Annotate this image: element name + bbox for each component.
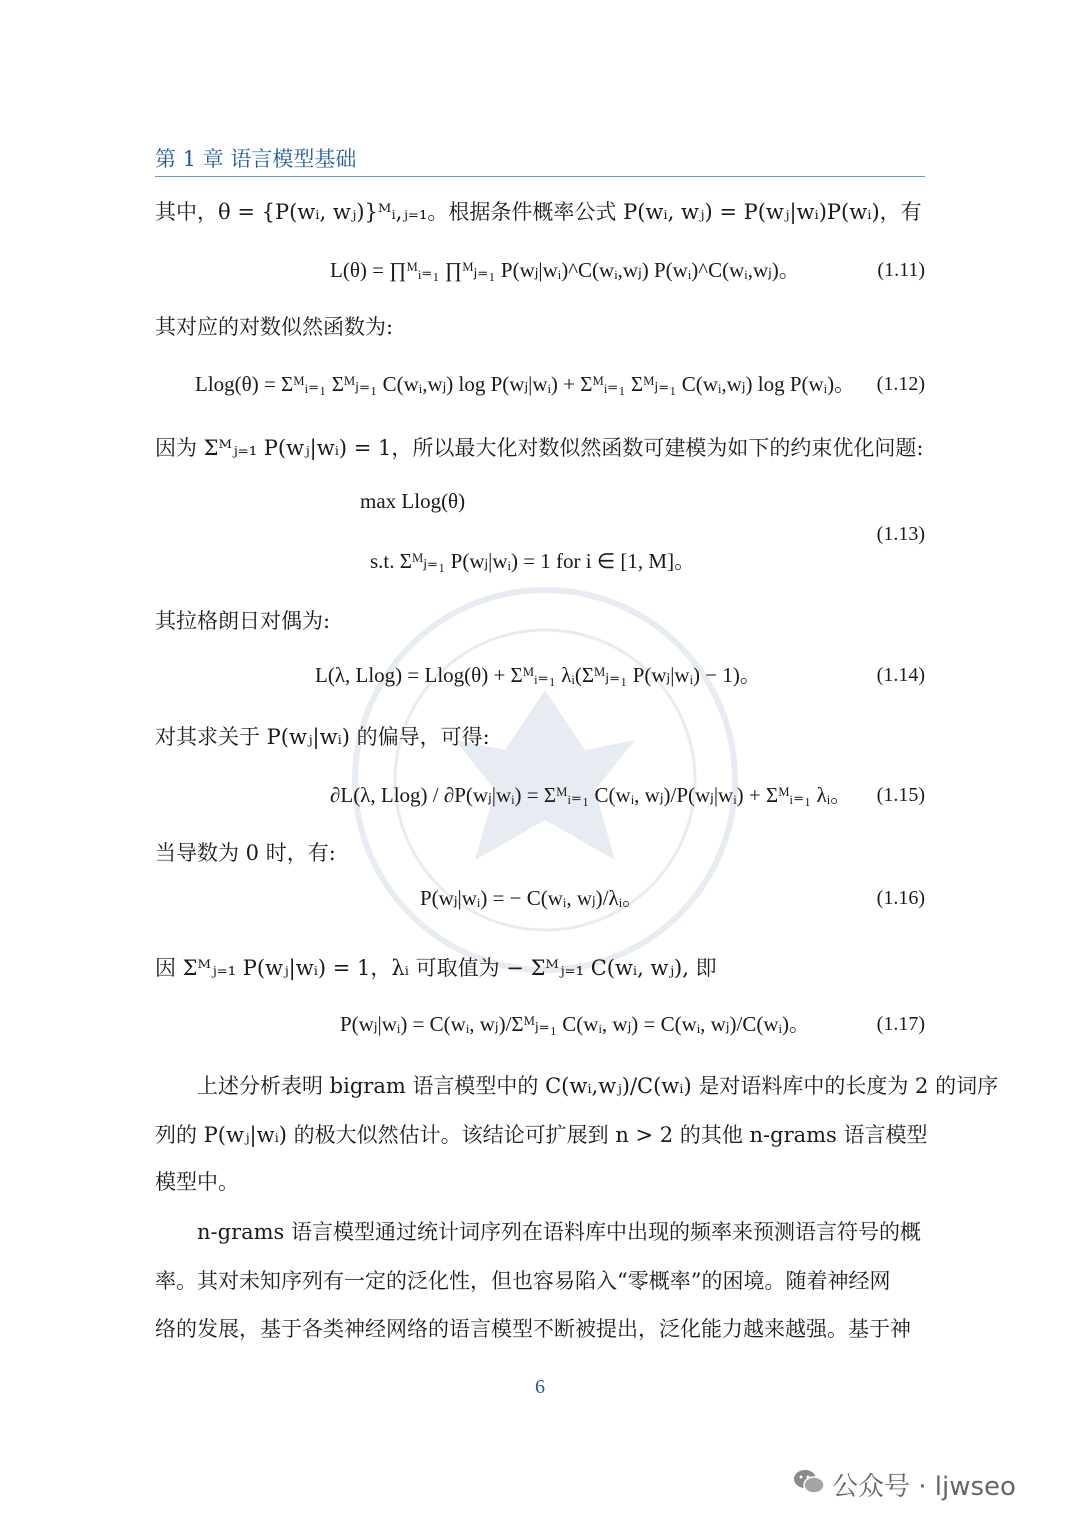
equation-number-1-17: (1.17): [876, 1013, 925, 1035]
equation-number-1-13: (1.13): [876, 523, 925, 545]
paragraph-1-line-3: 模型中。: [155, 1170, 239, 1194]
text-line-theta-definition: 其中，θ = {P(wᵢ, wⱼ)}ᴹᵢ,ⱼ₌₁。根据条件概率公式 P(wᵢ, wⱼ) = P(wⱼ|wᵢ)P(wᵢ)，有: [155, 200, 922, 224]
paragraph-2-line-3: 络的发展，基于各类神经网络的语言模型不断被提出，泛化能力越来越强。基于神: [155, 1317, 911, 1341]
paragraph-2-line-1: n-grams 语言模型通过统计词序列在语料库中出现的频率来预测语言符号的概: [197, 1220, 921, 1244]
text-line-log-likelihood: 其对应的对数似然函数为:: [155, 315, 394, 339]
text-line-constraint-intro: 因为 Σᴹⱼ₌₁ P(wⱼ|wᵢ) = 1，所以最大化对数似然函数可建模为如下的约束优化问题:: [155, 436, 924, 460]
paragraph-1-line-2: 列的 P(wⱼ|wᵢ) 的极大似然估计。该结论可扩展到 n > 2 的其他 n-grams 语言模型: [155, 1123, 928, 1147]
text-line-zero-derivative: 当导数为 0 时，有:: [155, 841, 336, 865]
equation-1-17: P(wⱼ|wᵢ) = C(wᵢ, wⱼ)/Σᴹⱼ₌₁ C(wᵢ, wⱼ) = C(wᵢ, wⱼ)/C(wᵢ)。: [340, 1012, 810, 1036]
wechat-icon: [793, 1468, 825, 1496]
equation-1-16: P(wⱼ|wᵢ) = − C(wᵢ, wⱼ)/λᵢ。: [420, 886, 644, 910]
equation-1-13-constraint: s.t. Σᴹⱼ₌₁ P(wⱼ|wᵢ) = 1 for i ∈ [1, M]。: [370, 549, 696, 573]
watermark-text: 公众号 · ljwseo: [832, 1472, 1016, 1502]
page-number: 6: [535, 1376, 545, 1398]
text-line-lagrange-dual: 其拉格朗日对偶为:: [155, 609, 331, 633]
equation-number-1-11: (1.11): [877, 259, 925, 281]
text-line-partial-derivative: 对其求关于 P(wⱼ|wᵢ) 的偏导，可得:: [155, 725, 490, 749]
chapter-header: 第 1 章 语言模型基础: [155, 142, 925, 177]
equation-1-12: Llog(θ) = Σᴹᵢ₌₁ Σᴹⱼ₌₁ C(wᵢ,wⱼ) log P(wⱼ|wᵢ) + Σᴹᵢ₌₁ Σᴹⱼ₌₁ C(wᵢ,wⱼ) log P(wᵢ)。: [195, 372, 856, 396]
paragraph-2-line-2: 率。其对未知序列有一定的泛化性，但也容易陷入“零概率”的困境。随着神经网: [155, 1269, 891, 1293]
equation-1-14: L(λ, Llog) = Llog(θ) + Σᴹᵢ₌₁ λᵢ(Σᴹⱼ₌₁ P(wⱼ|wᵢ) − 1)。: [315, 663, 761, 687]
equation-number-1-15: (1.15): [876, 784, 925, 806]
equation-number-1-16: (1.16): [876, 887, 925, 909]
equation-number-1-14: (1.14): [876, 664, 925, 686]
paragraph-1-line-1: 上述分析表明 bigram 语言模型中的 C(wᵢ,wⱼ)/C(wᵢ) 是对语料库中的长度为 2 的词序: [197, 1074, 999, 1098]
equation-1-11: L(θ) = ∏ᴹᵢ₌₁ ∏ᴹⱼ₌₁ P(wⱼ|wᵢ)^C(wᵢ,wⱼ) P(wᵢ)^C(wᵢ,wⱼ)。: [330, 258, 800, 282]
text-line-lambda-value: 因 Σᴹⱼ₌₁ P(wⱼ|wᵢ) = 1，λᵢ 可取值为 − Σᴹⱼ₌₁ C(wᵢ, wⱼ), 即: [155, 956, 717, 980]
equation-1-15: ∂L(λ, Llog) / ∂P(wⱼ|wᵢ) = Σᴹᵢ₌₁ C(wᵢ, wⱼ)/P(wⱼ|wᵢ) + Σᴹᵢ₌₁ λᵢ。: [330, 783, 852, 807]
equation-number-1-12: (1.12): [876, 373, 925, 395]
equation-1-13-objective: max Llog(θ): [360, 489, 466, 513]
